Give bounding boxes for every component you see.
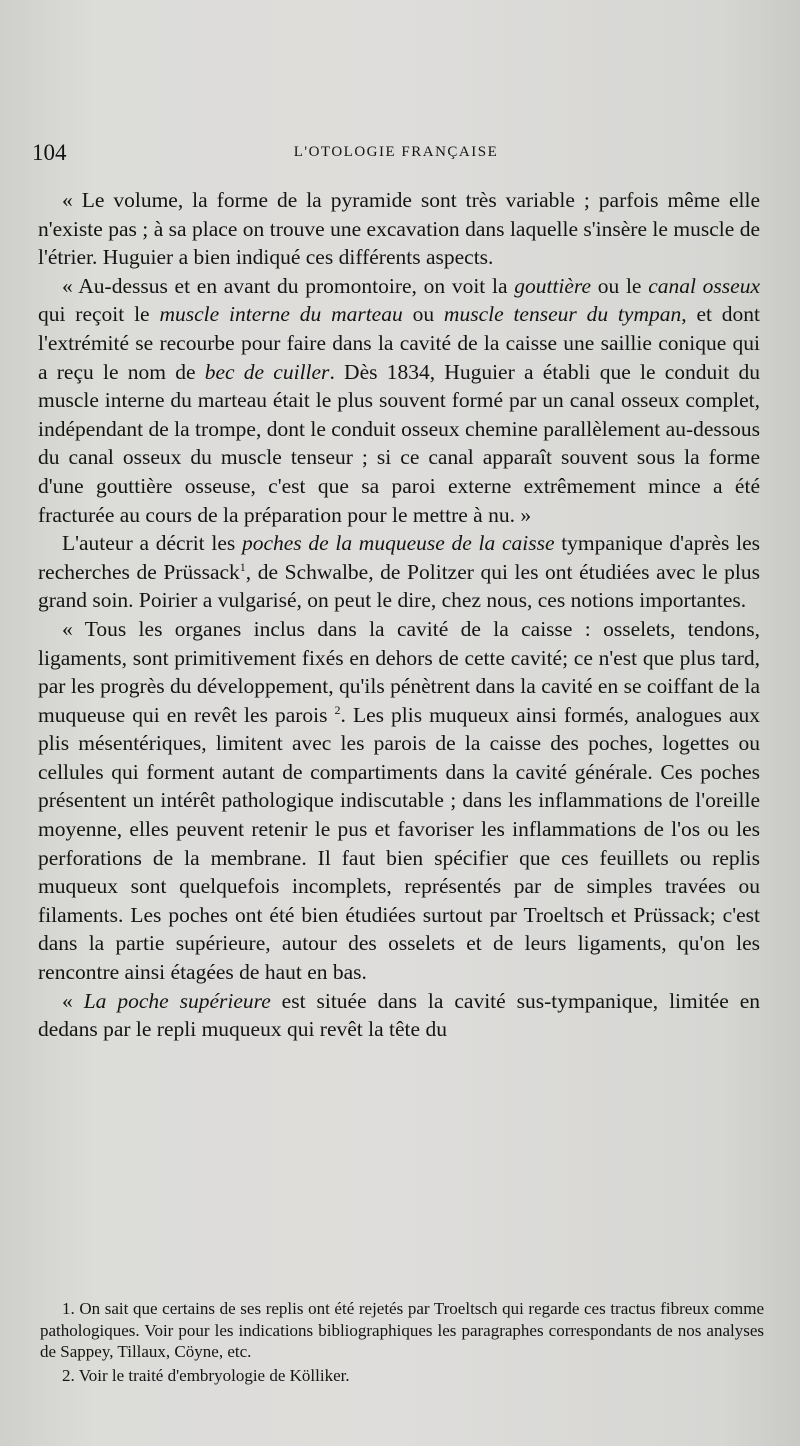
footnotes [40,1298,764,1386]
italic-term: La poche supérieure [83,988,271,1013]
footnote-2: 2. Voir le traité d'embryologie de Kölliker. [62,1365,350,1385]
footnote-1: 1. On sait que certains de ses replis ont été rejetés par Troeltsch qui regarde ces tractus fibreux comme pathologiques. Voir pour les indications bibliographiques les paragraphes correspondants de nos analyses de Sappey, Tillaux, Cöyne, etc. [40,1299,764,1361]
paragraph-gouttiere [38,272,760,529]
text-run: . Dès 1834, Huguier a établi que le conduit du muscle interne du marteau était le plus souvent formé par un canal osseux complet, indépendant de la trompe, dont le conduit osseux chemine parallèlement au-dessous du canal osseux du muscle tenseur ; si ce canal apparaît souvent sous la forme d'une gouttière osseuse, c'est que sa paroi externe extrêmement mince a été fracturée au cours de la préparation pour le mettre à nu. » [38,359,760,527]
paragraph-pyramide [38,186,760,272]
paragraph-poche-superieure [38,987,760,1044]
text-run: est située dans la cavité sus-tympanique, limitée en dedans par le repli muqueux qui revêt la tête du [38,988,760,1042]
italic-term: canal osseux [648,273,760,298]
text-run: « Tous les organes inclus dans la cavité de la caisse : osselets, tendons, ligaments, sont primitivement fixés en dehors de cette cavité; ce n'est que plus tard, par les progrès du développement, qu'ils pénètrent dans la cavité en se coiffant de la muqueuse qui en revêt les parois [38,616,760,727]
italic-term: muscle tenseur du tympan [443,302,682,327]
page-number: 104 [32,140,67,165]
italic-term: gouttière [514,273,592,298]
italic-term: bec de cuiller [204,359,330,384]
running-title: L'OTOLOGIE FRANÇAISE [293,144,499,160]
italic-term: poches de la muqueuse de la caisse [241,531,555,556]
text-run: qui reçoit le [38,302,160,327]
paragraph-poches [38,529,760,615]
text-run: « Au-dessus et en avant du promontoire, on voit la [62,273,515,298]
page-header [32,140,760,170]
text-run: « [62,988,84,1013]
text-run: , et dont l'extrémité se recourbe pour faire dans la cavité de la caisse une saillie conique qui a reçu le nom de [38,302,761,384]
body-text [38,186,760,1044]
paragraph-text: « Le volume, la forme de la pyramide sont très variable ; parfois même elle n'existe pas ; à sa place on trouve une excavation dans laquelle s'insère le muscle de l'étrier. Huguier a bien indiqué ces différents aspects. [38,188,760,270]
text-run: . Les plis muqueux ainsi formés, analogues aux plis mésentériques, limitent avec les parois de la caisse des poches, logettes ou cellules qui forment autant de compartiments dans la cavité générale. Ces poches présentent un intérêt pathologique indiscutable ; dans les inflammations de l'oreille moyenne, elles peuvent retenir le pus et favoriser les inflammations de l'os ou les perforations de la membrane. Il faut bien spécifier que ces feuillets ou replis muqueux sont quelquefois incomplets, représentés par de simples travées ou filaments. Les poches ont été bien étudiées surtout par Troeltsch et Prüssack; c'est dans la partie supérieure, autour des osselets et de leurs ligaments, qu'on les rencontre ainsi étagées de haut en bas. [38,702,760,985]
footnote-ref-1[interactable]: 1 [239,559,246,574]
italic-term: muscle interne du marteau [159,302,403,327]
paragraph-organes [38,615,760,987]
text-run: , de Schwalbe, de Politzer qui les ont étudiées avec le plus grand soin. Poirier a vulgarisé, on peut le dire, chez nous, ces notions importantes. [38,559,760,613]
footnote-ref-2[interactable]: 2 [334,702,341,717]
text-run: ou le [591,273,649,298]
text-run: ou [402,302,444,327]
text-run: tympanique d'après les recherches de Prüssack [38,531,761,584]
text-run: L'auteur a décrit les [62,531,242,556]
